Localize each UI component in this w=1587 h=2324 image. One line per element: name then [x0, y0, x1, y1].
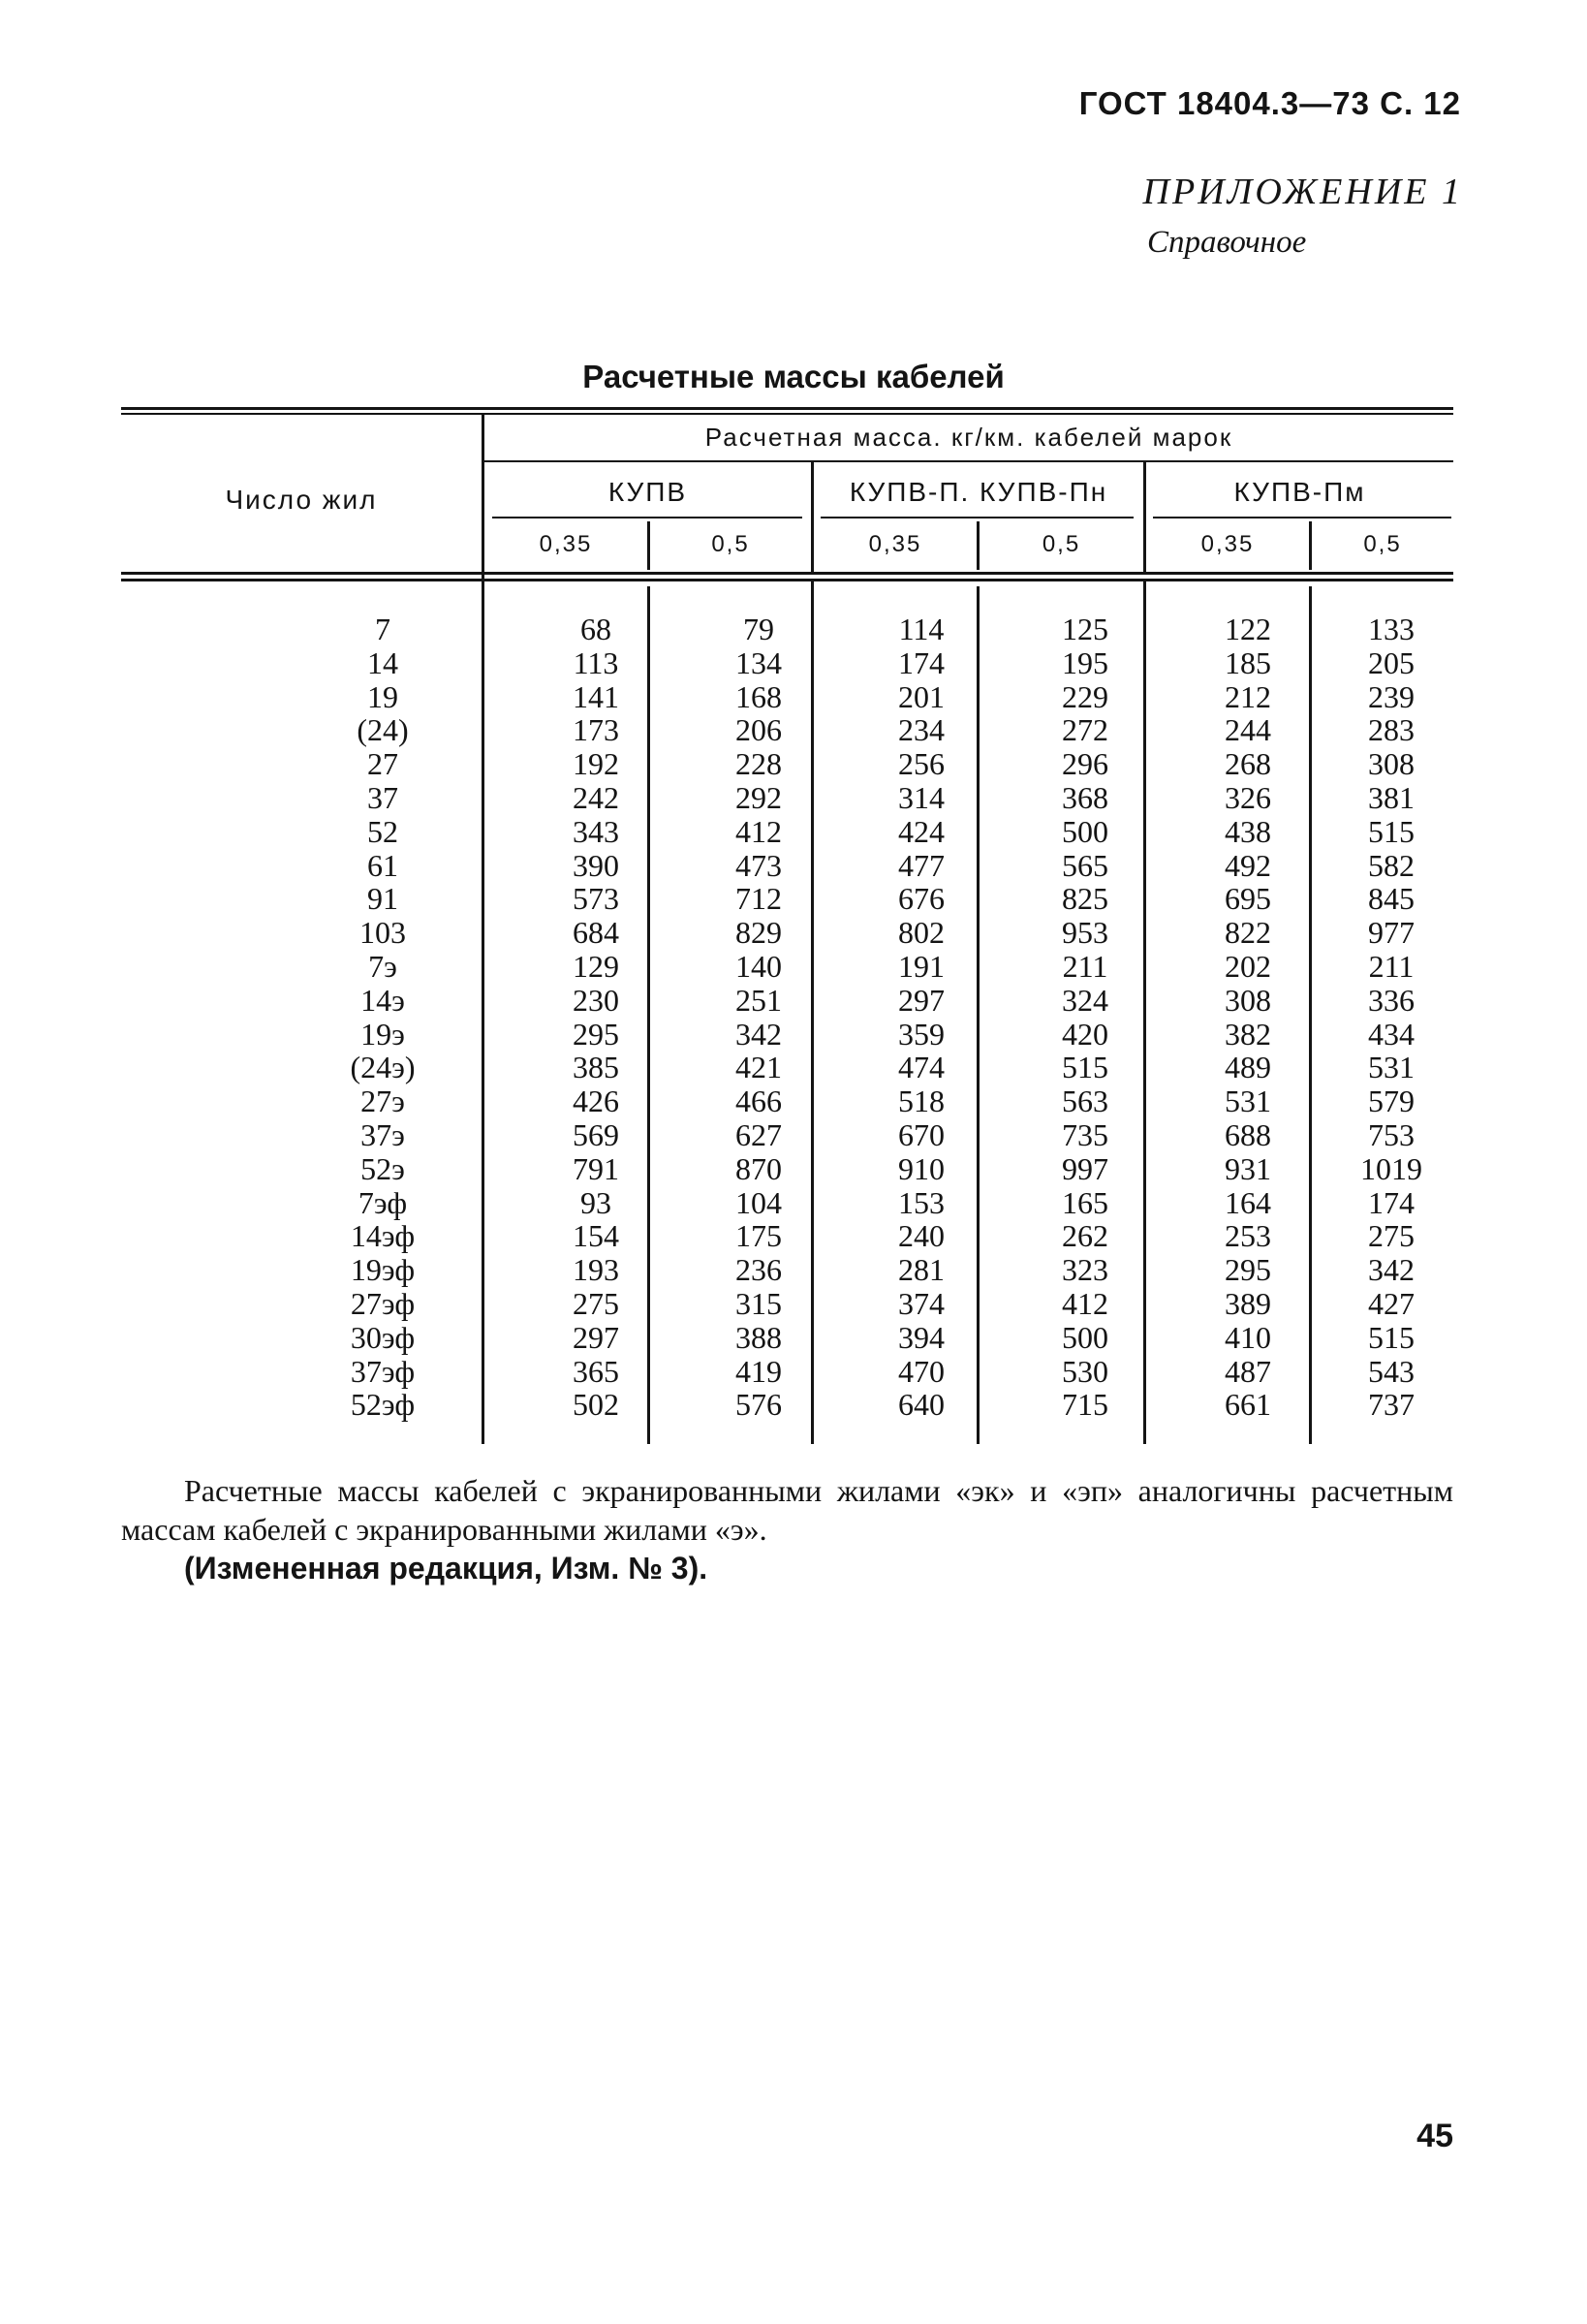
size-header: 0,5	[1363, 531, 1402, 557]
brand-divider-1	[811, 581, 814, 1444]
group-header: Расчетная масса. кг/км. кабелей марок	[704, 423, 1233, 452]
size-divider-3	[1309, 586, 1312, 1444]
brand-rule-kupv-p	[821, 517, 1134, 518]
header-separator-second	[121, 579, 1453, 581]
core-count-cell: 52	[367, 813, 398, 849]
core-count-cell: 14эф	[350, 1218, 416, 1254]
brand-header-kupv-p: КУПВ-П. КУПВ-Пн	[849, 477, 1108, 507]
core-count-cell: 27э	[360, 1083, 405, 1119]
size-divider-2	[977, 586, 980, 1444]
core-count-cell: 19	[367, 678, 398, 714]
core-count-cell: 91	[367, 881, 398, 917]
size-header: 0,35	[868, 531, 922, 557]
brand-rule-kupv-pm	[1153, 517, 1451, 518]
size-header: 0,5	[1042, 531, 1081, 557]
table-note	[121, 1471, 1453, 1587]
appendix-title: ПРИЛОЖЕНИЕ 1	[1142, 172, 1463, 212]
core-count-cell: 7	[375, 612, 390, 646]
core-count-cell: 37эф	[350, 1353, 416, 1389]
core-count-cell: 14	[367, 644, 398, 680]
core-count-cell: (24)	[357, 712, 409, 748]
size-header: 0,35	[1200, 531, 1255, 557]
core-count-cell: 7э	[368, 948, 397, 984]
appendix-subtitle: Справочное	[1147, 225, 1307, 260]
brand-rule-kupv	[492, 517, 802, 518]
amendment-note: (Измененная редакция, Изм. № 3).	[184, 1551, 708, 1586]
core-count-cell: 52э	[360, 1150, 405, 1186]
size-divider-1	[647, 586, 650, 1444]
core-count-cell: 19э	[360, 1016, 405, 1052]
core-count-cell: 19эф	[350, 1252, 416, 1288]
group-header-rule	[482, 460, 1453, 462]
core-count-cell: 103	[359, 915, 406, 951]
core-count-cell: 27	[367, 746, 398, 782]
core-count-cell: 52эф	[350, 1387, 416, 1423]
core-count-cell: 7эф	[358, 1184, 408, 1220]
cores-column	[334, 612, 431, 1422]
brand-header-kupv: КУПВ	[607, 477, 688, 507]
core-count-cell: 37э	[360, 1116, 405, 1152]
size-header: 0,5	[711, 531, 750, 557]
brand-divider-2	[1143, 581, 1146, 1444]
page-number: 45	[1416, 2118, 1453, 2154]
core-count-cell: 14э	[360, 982, 405, 1018]
stub-divider	[482, 415, 484, 1444]
brand-header-kupv-pm: КУПВ-Пм	[1233, 477, 1366, 507]
table-top-rule-thin	[121, 413, 1453, 415]
size-header: 0,35	[539, 531, 593, 557]
stub-header: Число жил	[225, 485, 378, 515]
cable-mass-table: Число жил Расчетная масса. кг/км. кабелей марок КУПВ КУПВ-П. КУПВ-Пн КУПВ-Пм 0,35 0,5 0,35 0,5 0,35 0,5 7 14 19 (24) 27 37 52 61 91 103 7э 14э 19э (24э) 27э 37э 52э 7эф 14эф 19эф 27эф 30эф 37эф 52эф 68 113 141 173 192 242 343 390 573 684 129 230 295 385 426 569 791 93 154 193 275 297 365 502 79 134 168 206 228 292 412 473 712 829 140 251 342 421 466 627 870 104 175 236 315 388 419 576 114 174 201 234 256 314 424 477 676 802 191 297 359 474 518 670 910 153 240 281 374 394 470 640 125 195 229 272 296 368 500 565 825 953 211 324 420 515 563 735 997 165 262 323 412 500 530 715 122 185 212 244 268 326 438 492 695 822 202 308 382 489 531 688 931 164 253 295 389 410 487 661 133 205 239 283 308 381 515 582 845 977 211 336 434 531 579 753 1019 174 275 342 427 515 543 737	[121, 407, 1453, 1444]
table-title: Расчетные массы кабелей	[582, 359, 1005, 394]
table-top-rule	[121, 407, 1453, 410]
core-count-cell: 37	[367, 779, 398, 815]
header-separator	[121, 572, 1453, 575]
core-count-cell: 30эф	[350, 1319, 416, 1355]
core-count-cell: (24э)	[350, 1050, 416, 1085]
note-text: Расчетные массы кабелей с экранированными жилами «эк» и «эп» аналогичны расчетным массам кабелей с экранированными жилами «э».	[121, 1473, 1453, 1547]
document-reference: ГОСТ 18404.3—73 С. 12	[1078, 85, 1461, 121]
core-count-cell: 27эф	[350, 1285, 416, 1321]
core-count-cell: 61	[367, 847, 398, 883]
